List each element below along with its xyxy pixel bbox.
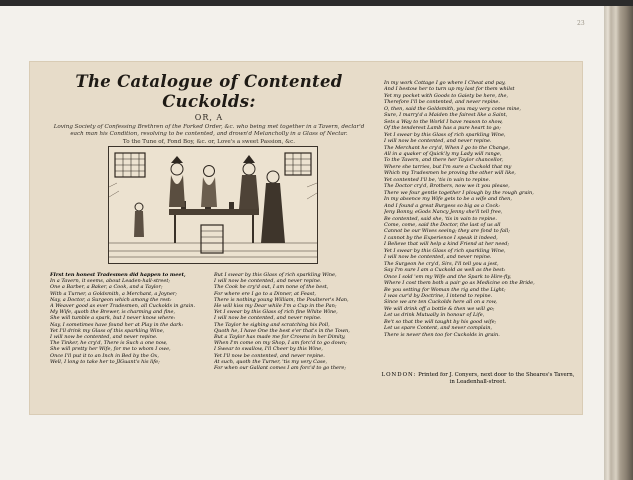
broadside-title: The Catalogue of Contented Cuckolds: bbox=[75, 72, 343, 111]
imprint-city: LONDON: bbox=[381, 372, 417, 378]
verse-line: Where she tarries, but I'm sure a Cuckold that my bbox=[384, 163, 512, 170]
verse-line: At such, quoth the Turner, 'tis my very Case, bbox=[214, 358, 328, 365]
verse-line: She will pretty her Wife, for me to whom I owe, bbox=[50, 346, 171, 353]
verse-line: Which my Tradesmen he proving the other will like, bbox=[384, 170, 516, 177]
verse-line: Yet my pocket with Goods to Gaiety be here, the, bbox=[384, 92, 509, 99]
verse-line: The Doctor cry'd, Brothers, now we it you please, bbox=[384, 183, 510, 190]
woodcut-illustration bbox=[108, 146, 318, 264]
verse-column-1 bbox=[50, 272, 210, 365]
verse-line: And I found a great Burgess so big as a Cock: bbox=[384, 202, 500, 209]
book-edge bbox=[604, 6, 633, 480]
verse-line: In my absence my Wife gets to be a wife and then, bbox=[384, 196, 512, 203]
verse-line: To the Tavern, and there her Taylor chancellor, bbox=[384, 157, 504, 164]
verse-line: I Believe that will help a kind Friend at her need; bbox=[384, 241, 510, 248]
verse-line: I will now be contented, and never repine. bbox=[214, 315, 322, 322]
verse-line: Be you setting for Woman the rig and the Light; bbox=[384, 286, 506, 293]
verse-column-2 bbox=[214, 272, 374, 371]
verse-line: And I bestow her to turn up my last for them whilst bbox=[384, 86, 515, 93]
verse-line: Let us spare Content, and never complain, bbox=[384, 325, 493, 332]
verse-line: With a Turner, a Goldsmith, a Merchant, a Joyner; bbox=[50, 290, 177, 297]
verse-line: Where I cost them both a pair go as Medicine on the Bride, bbox=[384, 280, 535, 287]
verse-line: He will kiss my Dear while I'm a Cup in the Pan; bbox=[214, 303, 337, 310]
verse-line: Yet I'll drink my Glass of this sparkling Wine, bbox=[50, 327, 165, 334]
verse-line: I will now be contented, and never repine. bbox=[384, 254, 492, 261]
verse-line: Sets a Way to the World I have reason to show, bbox=[384, 118, 503, 125]
verse-line: Jeny Bonny, eGods Nancy Jenny she'll tell free, bbox=[384, 209, 503, 216]
verse-line: All in a quaker of Quick'ly my Lady will range, bbox=[384, 150, 502, 157]
verse-line: I will now be contented, and never repine. bbox=[50, 334, 158, 341]
verse-line: Once I sold 'em my Wife and the Spark to Hire-fly, bbox=[384, 273, 512, 280]
verse-line: There is never then too for Cuckolds in grain. bbox=[384, 331, 500, 338]
verse-line: Well, I long to take her to JIGuant's his life; bbox=[50, 358, 160, 365]
verse-line: For when our Gallant comes I am forc'd to go there; bbox=[214, 365, 347, 372]
verse-line: Say I'm sure I am a Cuckold as well as the best: bbox=[384, 267, 506, 274]
verse-line: The Cook he cry'd out, I am none of the best, bbox=[214, 284, 329, 291]
verse-line: But a Taylor has made me for Crowns in her Dimity, bbox=[214, 334, 346, 341]
verse-line: In a Tavern, it seems, about Leaden-hall-street; bbox=[50, 278, 171, 285]
broadside-tune: To the Tune of, Fond Boy, &c. or, Love's a sweet Passion, &c. bbox=[122, 139, 296, 145]
verse-line: Since we are ten Cuckolds here all on a row, bbox=[384, 299, 497, 306]
verse-line: Be contented, said she, 'tis in vain to repine. bbox=[384, 215, 497, 222]
verse-line: Quoth he, I have One the best e'er that's in the Town, bbox=[214, 327, 350, 334]
verse-line: I will now be contented, and never repine. bbox=[214, 278, 322, 285]
verse-line: The Merchant he cry'd, When I go to the Change, bbox=[384, 144, 510, 151]
verse-line: My Wife, quoth the Brewer, is charming and fine, bbox=[50, 309, 176, 316]
verse-line: But I swear by this Glass of rich sparkling Wine, bbox=[214, 272, 337, 278]
verse-line: There we four gentle together I plough by the rough grain, bbox=[384, 189, 534, 196]
verse-line: She will tumble a spark, but I never know where: bbox=[50, 315, 176, 322]
imprint bbox=[380, 372, 576, 386]
verse-line: FIrst ten honest Tradesmen did happen to meet, bbox=[50, 272, 186, 278]
verse-line: Of the tenderest Lamb has a pure heart to go; bbox=[384, 125, 501, 132]
verse-line: The Taylor he sighing and scratching his Poll, bbox=[214, 321, 330, 328]
verse-line: In my work Cottage I go where I Cheat and pay, bbox=[384, 80, 506, 86]
verse-line: Be't so that the will taught by his good wife; bbox=[384, 318, 497, 325]
verse-line: Yet I swear by this Glass of rich sparkling Wine, bbox=[384, 131, 506, 138]
verse-line: Yet contented I'll be, 'tis in vain to repine. bbox=[384, 176, 491, 183]
verse-line: I will now be contented, and never repine. bbox=[384, 138, 492, 145]
verse-line: Come, come, said the Doctor, the last of us all bbox=[384, 221, 501, 228]
verse-line: I cannot by the Experience I speak it indeed, bbox=[384, 234, 498, 241]
verse-line: Yet I swear by this Glass of rich sparkling Wine, bbox=[384, 247, 506, 254]
verse-line: I Swear to swallow, I'll Cheer by this Wine, bbox=[214, 346, 323, 353]
broadside-header bbox=[48, 72, 370, 145]
broadside-description: Loving Society of Confessing Brethren of the Forked Order, &c. who being met together in a Tavern, declar'd each man his Condition, resolving to be contented, and drown'd Melancholly in a Glass of Nectar. bbox=[53, 124, 365, 137]
verse-line: The Surgeon he cry'd, Sirs, I'll tell you a jest, bbox=[384, 260, 499, 267]
broadside-or-line: OR, A bbox=[194, 113, 224, 122]
verse-line: Nay, I sometimes have found her at Play in the dark: bbox=[50, 321, 184, 328]
verse-line: For where ere I go to a Dinner, at Feast, bbox=[214, 290, 316, 297]
verse-line: There is nothing young William, the Poulterer's Man, bbox=[214, 296, 349, 303]
verse-line: Yet I'll now be contented, and never repine. bbox=[214, 352, 325, 359]
verse-line: Once I'll put it to an Inch in Bed by the Ox, bbox=[50, 352, 159, 359]
verse-line: Yet I swear by this Glass of rich fine White Wine, bbox=[214, 309, 338, 316]
verse-line: A Weaver good as ever Tradesmen, all Cuckolds in grain. bbox=[50, 303, 196, 310]
verse-line: Nay, a Doctor, a Surgeon which among the rest: bbox=[50, 296, 172, 303]
verse-line: The Tinker, he cry'd, There is Such a one now, bbox=[50, 340, 168, 347]
right-verse-column bbox=[384, 80, 574, 338]
tavern-scene-woodcut bbox=[109, 147, 317, 263]
imprint-text: Printed for J. Conyers, next door to the Sheares's Tavern, in Leadenhall-street. bbox=[418, 372, 575, 385]
verse-line: Sure, I marry'd a Maiden the fairest like a Saint, bbox=[384, 112, 508, 119]
verse-line: We will drink off a bottle & then we will go; bbox=[384, 305, 495, 312]
verse-line: When I'm come on my Shop, I am forc'd to go down; bbox=[214, 340, 347, 347]
verse-line: Let us drink Mutually in honour of Life, bbox=[384, 312, 485, 319]
verse-line: O, then, said the Goldsmith, you may very come mine, bbox=[384, 105, 521, 112]
verse-line: One a Barber, a Baker, a Cook, and a Taylor; bbox=[50, 284, 163, 291]
verse-line: Cannot be our Wives seeing; they are fond to fall; bbox=[384, 228, 510, 235]
verse-line: Therefore I'll be contented, and never repine. bbox=[384, 99, 500, 106]
page-number: 23 bbox=[577, 20, 585, 27]
verse-line: I was cur'd by Doctrine, I intend to repine. bbox=[384, 292, 493, 299]
